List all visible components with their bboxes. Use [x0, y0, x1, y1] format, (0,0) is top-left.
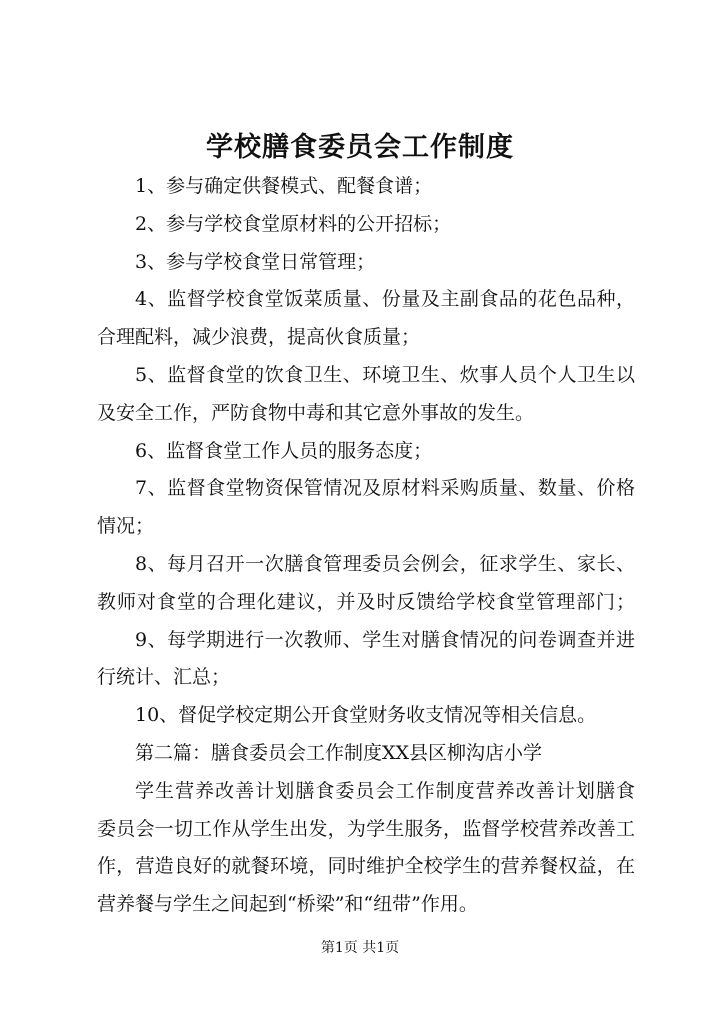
item-4-continuation: 合理配料，减少浪费，提高伙食质量； — [97, 326, 421, 349]
item-5-continuation: 及安全工作，严防食物中毒和其它意外事故的发生。 — [97, 401, 535, 424]
item-7-line: 7、监督食堂物资保管情况及原材料采购质量、数量、价格 — [135, 477, 635, 500]
item-5-line: 5、监督食堂的饮食卫生、环境卫生、炊事人员个人卫生以 — [135, 363, 635, 386]
item-10-line: 10、督促学校定期公开食堂财务收支情况等相关信息。 — [135, 704, 597, 727]
document-body — [97, 168, 635, 924]
paragraph-line-3: 作，营造良好的就餐环境，同时维护全校学生的营养餐权益，在 — [97, 855, 635, 878]
item-3-line: 3、参与学校食堂日常管理； — [135, 250, 376, 273]
item-1-line: 1、参与确定供餐模式、配餐食谱； — [135, 175, 433, 197]
item-2-line: 2、参与学校食堂原材料的公开招标； — [135, 212, 452, 235]
paragraph-line-1: 学生营养改善计划膳食委员会工作制度营养改善计划膳食 — [135, 779, 635, 802]
paragraph-line-4: 营养餐与学生之间起到“桥梁”和“纽带”作用。 — [97, 893, 478, 916]
item-9-line: 9、每学期进行一次教师、学生对膳食情况的问卷调查并进 — [135, 628, 635, 651]
item-7-continuation: 情况； — [97, 515, 155, 538]
item-8-line: 8、每月召开一次膳食管理委员会例会，征求学生、家长、 — [135, 552, 635, 575]
item-4-line: 4、监督学校食堂饭菜质量、份量及主副食品的花色品种， — [135, 288, 635, 311]
item-8-continuation: 教师对食堂的合理化建议，并及时反馈给学校食堂管理部门； — [97, 590, 635, 613]
item-6-line: 6、监督食堂工作人员的服务态度； — [135, 439, 433, 462]
item-9-continuation: 行统计、汇总； — [97, 666, 231, 689]
document-title: 学校膳食委员会工作制度 — [206, 132, 514, 163]
paragraph-line-2: 委员会一切工作从学生出发，为学生服务，监督学校营养改善工 — [97, 817, 635, 840]
section-heading: 第二篇：膳食委员会工作制度XX县区柳沟店小学 — [135, 741, 543, 764]
page-footer: 第1页 共1页 — [320, 940, 400, 956]
